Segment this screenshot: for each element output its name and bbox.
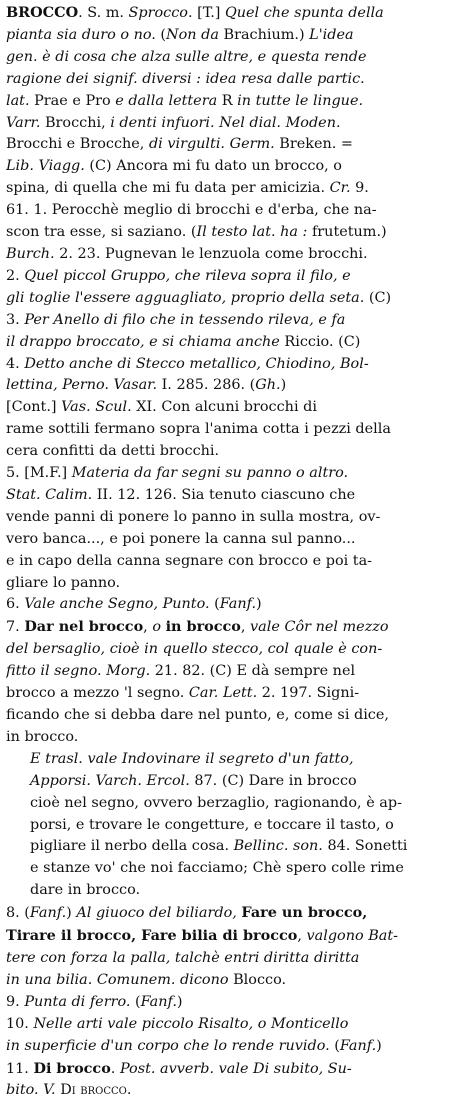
text-run: Tirare il brocco, Fare bilia di brocco <box>6 927 297 944</box>
text-run: di virgulti. Germ. <box>149 136 275 152</box>
text-run: spina, di quella che mi fu data per amicizia. <box>6 180 330 196</box>
entry-sense <box>6 266 463 310</box>
text-run: brocco a mezzo 'l segno. <box>6 685 189 701</box>
text-run: Materia da far segni su panno o altro. <box>72 465 348 481</box>
text-run: fitto il segno. Morg. <box>6 663 150 679</box>
entry-sense <box>6 902 463 992</box>
text-run: Blocco. <box>229 972 287 988</box>
text-run: Lib. Viagg. <box>6 158 85 174</box>
text-line <box>6 815 463 837</box>
text-run: e in capo della canna segnare con brocco e poi ta- <box>6 553 372 569</box>
text-run: Di brocco <box>60 1082 127 1098</box>
text-run: ) <box>66 905 76 921</box>
text-run: ( <box>156 27 166 43</box>
text-line <box>6 858 463 880</box>
text-run: 9. <box>6 994 24 1010</box>
text-run: Brachium.) <box>219 27 309 43</box>
text-line <box>6 661 463 683</box>
text-line <box>6 705 463 727</box>
text-run: , <box>297 928 306 944</box>
text-line <box>6 419 463 441</box>
text-line <box>6 616 463 639</box>
text-run: lat. <box>6 93 30 109</box>
text-run: porsi, e trovare le congetture, e toccare il tasto, o <box>30 817 394 833</box>
text-line <box>6 266 463 288</box>
text-line <box>6 970 463 992</box>
text-run: Fanf. <box>141 994 177 1010</box>
text-run: 3. <box>6 312 24 328</box>
text-run: , <box>241 619 250 635</box>
text-run: Non da <box>166 27 219 43</box>
text-run: Burch. <box>6 246 55 262</box>
text-line <box>6 771 463 793</box>
text-line <box>6 485 463 507</box>
text-run: i denti infuori. Nel dial. Moden. <box>110 115 340 131</box>
text-run: frutetum.) <box>307 224 386 240</box>
text-run: ( <box>330 1038 340 1054</box>
text-run: Post. avverb. vale Di subito, Su- <box>120 1061 352 1077</box>
text-run: e stanze vo' che noi facciamo; Chè spero colle rime <box>30 860 404 876</box>
text-run: (C) <box>364 290 391 306</box>
text-run: dare in brocco. <box>30 882 140 898</box>
text-run: Vas. Scul. <box>61 399 132 415</box>
text-run: Fanf. <box>30 905 66 921</box>
text-run: Cr. <box>330 180 351 196</box>
text-run: Bellinc. son. <box>234 838 323 854</box>
text-line <box>6 1058 463 1081</box>
text-run: pigliare il nerbo della cosa. <box>30 838 234 854</box>
text-run: Detto anche di Stecco metallico, Chiodino, Bol- <box>24 356 368 372</box>
text-line <box>6 507 463 529</box>
text-run: . S. m. <box>78 5 128 21</box>
text-run: 61. 1. Perocchè meglio di brocchi e d'erba, che na- <box>6 202 377 218</box>
text-line <box>6 25 463 47</box>
text-run: 7. <box>6 619 24 635</box>
text-line <box>6 222 463 244</box>
text-run: in superficie d'un corpo che lo rende ruvido. <box>6 1038 330 1054</box>
text-run: . <box>127 1082 132 1098</box>
text-line <box>6 69 463 91</box>
text-run: 5. [M.F.] <box>6 465 72 481</box>
text-run: scon tra esse, si saziano. ( <box>6 224 196 240</box>
text-line <box>6 529 463 551</box>
text-run: Brocchi, <box>40 115 110 131</box>
entry-sense <box>6 749 463 902</box>
text-line <box>6 902 463 925</box>
text-run: Dar nel brocco <box>24 618 143 635</box>
text-run: Varr. <box>6 115 40 131</box>
text-run: gen. è di cosa che alza sulle altre, e questa rende <box>6 49 366 65</box>
text-line <box>6 749 463 771</box>
text-run: Quel che spunta della <box>225 5 384 21</box>
text-run: ) <box>281 377 287 393</box>
text-run: 8. ( <box>6 905 30 921</box>
text-line <box>6 156 463 178</box>
text-run: II. 12. 126. Sia tenuto ciascuno che <box>92 487 355 503</box>
text-line <box>6 948 463 970</box>
entry-sense <box>6 594 463 616</box>
text-run: Di brocco <box>33 1060 110 1077</box>
text-run: lettina, Perno. Vasar. <box>6 377 157 393</box>
entry-sense <box>6 1014 463 1058</box>
text-line <box>6 47 463 69</box>
text-run: valgono Bat- <box>307 928 399 944</box>
text-run: 10. <box>6 1016 33 1032</box>
text-line <box>6 463 463 485</box>
text-run: o <box>152 619 161 635</box>
text-run: ficando che si debba dare nel punto, e, come si dice, <box>6 707 389 723</box>
text-line <box>6 573 463 595</box>
text-line <box>6 594 463 616</box>
text-run: 2. 197. Signi- <box>257 685 359 701</box>
text-run: . [T.] <box>188 5 225 21</box>
text-run: Apporsi. Varch. Ercol. <box>30 773 190 789</box>
text-run: Breken. = <box>275 136 353 152</box>
text-run: Riccio. (C) <box>280 334 361 350</box>
entry-sense <box>6 992 463 1014</box>
text-line <box>6 639 463 661</box>
text-run: XI. Con alcuni brocchi di <box>132 399 317 415</box>
text-line <box>6 441 463 463</box>
text-run: 6. <box>6 596 24 612</box>
text-run: 2. <box>6 268 24 284</box>
text-run: 2. 23. Pugnevan le lenzuola come brocchi. <box>55 246 368 262</box>
text-line <box>6 200 463 222</box>
text-run: bito. V. <box>6 1082 56 1098</box>
text-run: il drappo broccato, e si chiama anche <box>6 334 280 350</box>
entry-sense <box>6 1058 463 1102</box>
text-run: e dalla lettera <box>115 93 217 109</box>
text-run: vale Côr nel mezzo <box>250 619 388 635</box>
text-line <box>6 91 463 113</box>
text-run: 11. <box>6 1061 33 1077</box>
entry-sense <box>6 397 463 463</box>
text-line <box>6 1080 463 1102</box>
text-run: Fare un brocco, <box>241 904 367 921</box>
text-run: Gh. <box>255 377 280 393</box>
text-line <box>6 727 463 749</box>
text-run: del bersaglio, cioè in quello stecco, col quale è con- <box>6 641 382 657</box>
entry-sense <box>6 616 463 748</box>
text-run: BROCCO <box>6 4 78 21</box>
text-line <box>6 551 463 573</box>
text-run: E trasl. vale Indovinare il segreto d'un fatto, <box>30 751 354 767</box>
text-run: [Cont.] <box>6 399 61 415</box>
text-run: ragione dei signif. diversi : idea resa dalle partic. <box>6 71 365 87</box>
text-run: ) <box>177 994 183 1010</box>
text-run: 21. 82. (C) E dà sempre nel <box>150 663 355 679</box>
text-run: ) <box>376 1038 382 1054</box>
entry-sense <box>6 354 463 398</box>
text-line <box>6 1014 463 1036</box>
text-run: Sprocco <box>129 5 188 21</box>
text-run: Brocchi e Brocche, <box>6 136 149 152</box>
text-run: tere con forza la palla, talchè entri diritta diritta <box>6 950 359 966</box>
text-line <box>6 925 463 948</box>
text-run: Prae e Pro <box>30 93 116 109</box>
text-run: gli toglie l'essere agguagliato, proprio della seta. <box>6 290 364 306</box>
text-line <box>6 880 463 902</box>
text-line <box>6 375 463 397</box>
text-line <box>6 113 463 135</box>
text-line <box>6 134 463 156</box>
text-run: R <box>217 93 237 109</box>
text-run: gliare lo panno. <box>6 575 120 591</box>
text-run: cera confitti da detti brocchi. <box>6 443 219 459</box>
text-run: L'idea <box>309 27 353 43</box>
text-run: ( <box>210 596 220 612</box>
text-run: rame sottili fermano sopra l'anima cotta i pezzi della <box>6 421 391 437</box>
text-run: . <box>111 1061 120 1077</box>
text-run: Stat. Calim. <box>6 487 92 503</box>
text-run: 9. <box>351 180 369 196</box>
text-line <box>6 2 463 25</box>
text-line <box>6 354 463 376</box>
text-run: Punta di ferro. <box>24 994 130 1010</box>
text-line <box>6 244 463 266</box>
text-run: vende panni di ponere lo panno in sulla mostra, ov- <box>6 509 380 525</box>
text-line <box>6 836 463 858</box>
text-line <box>6 332 463 354</box>
text-run: vero banca..., e poi ponere la canna sul panno... <box>6 531 356 547</box>
text-run: Nelle arti vale piccolo Risalto, o Monticello <box>33 1016 348 1032</box>
text-run: Car. Lett. <box>189 685 257 701</box>
text-run: (C) Ancora mi fu dato un brocco, o <box>85 158 342 174</box>
text-run: ( <box>130 994 140 1010</box>
text-run: Fanf. <box>220 596 256 612</box>
text-run: , <box>143 619 152 635</box>
text-run: Il testo lat. ha : <box>196 224 307 240</box>
text-run: ) <box>256 596 262 612</box>
entry-sense <box>6 463 463 594</box>
text-run: in brocco <box>166 618 241 635</box>
text-run: I. 285. 286. ( <box>157 377 255 393</box>
text-run: Vale anche Segno, Punto. <box>24 596 209 612</box>
text-run: Al giuoco del biliardo, <box>76 905 236 921</box>
text-run: pianta sia duro o no. <box>6 27 156 43</box>
text-line <box>6 992 463 1014</box>
text-run: 84. Sonetti <box>323 838 408 854</box>
text-run: Quel piccol Gruppo, che rileva sopra il filo, e <box>24 268 350 284</box>
text-run: 4. <box>6 356 24 372</box>
text-run: 87. (C) Dare in brocco <box>190 773 357 789</box>
text-line <box>6 793 463 815</box>
text-line <box>6 288 463 310</box>
dictionary-entry-brocco <box>6 2 463 1102</box>
text-line <box>6 310 463 332</box>
text-line <box>6 1036 463 1058</box>
text-line <box>6 683 463 705</box>
text-run: in brocco. <box>6 729 78 745</box>
text-run: in tutte le lingue. <box>237 93 363 109</box>
text-run: cioè nel segno, ovvero berzaglio, ragionando, è ap- <box>30 795 402 811</box>
text-line <box>6 178 463 200</box>
text-run: Fanf. <box>340 1038 376 1054</box>
text-line <box>6 397 463 419</box>
text-run: Per Anello di filo che in tessendo rileva, e fa <box>24 312 345 328</box>
text-run: in una bilia. Comunem. dicono <box>6 972 229 988</box>
entry-sense <box>6 310 463 354</box>
entry-definition <box>6 2 463 266</box>
